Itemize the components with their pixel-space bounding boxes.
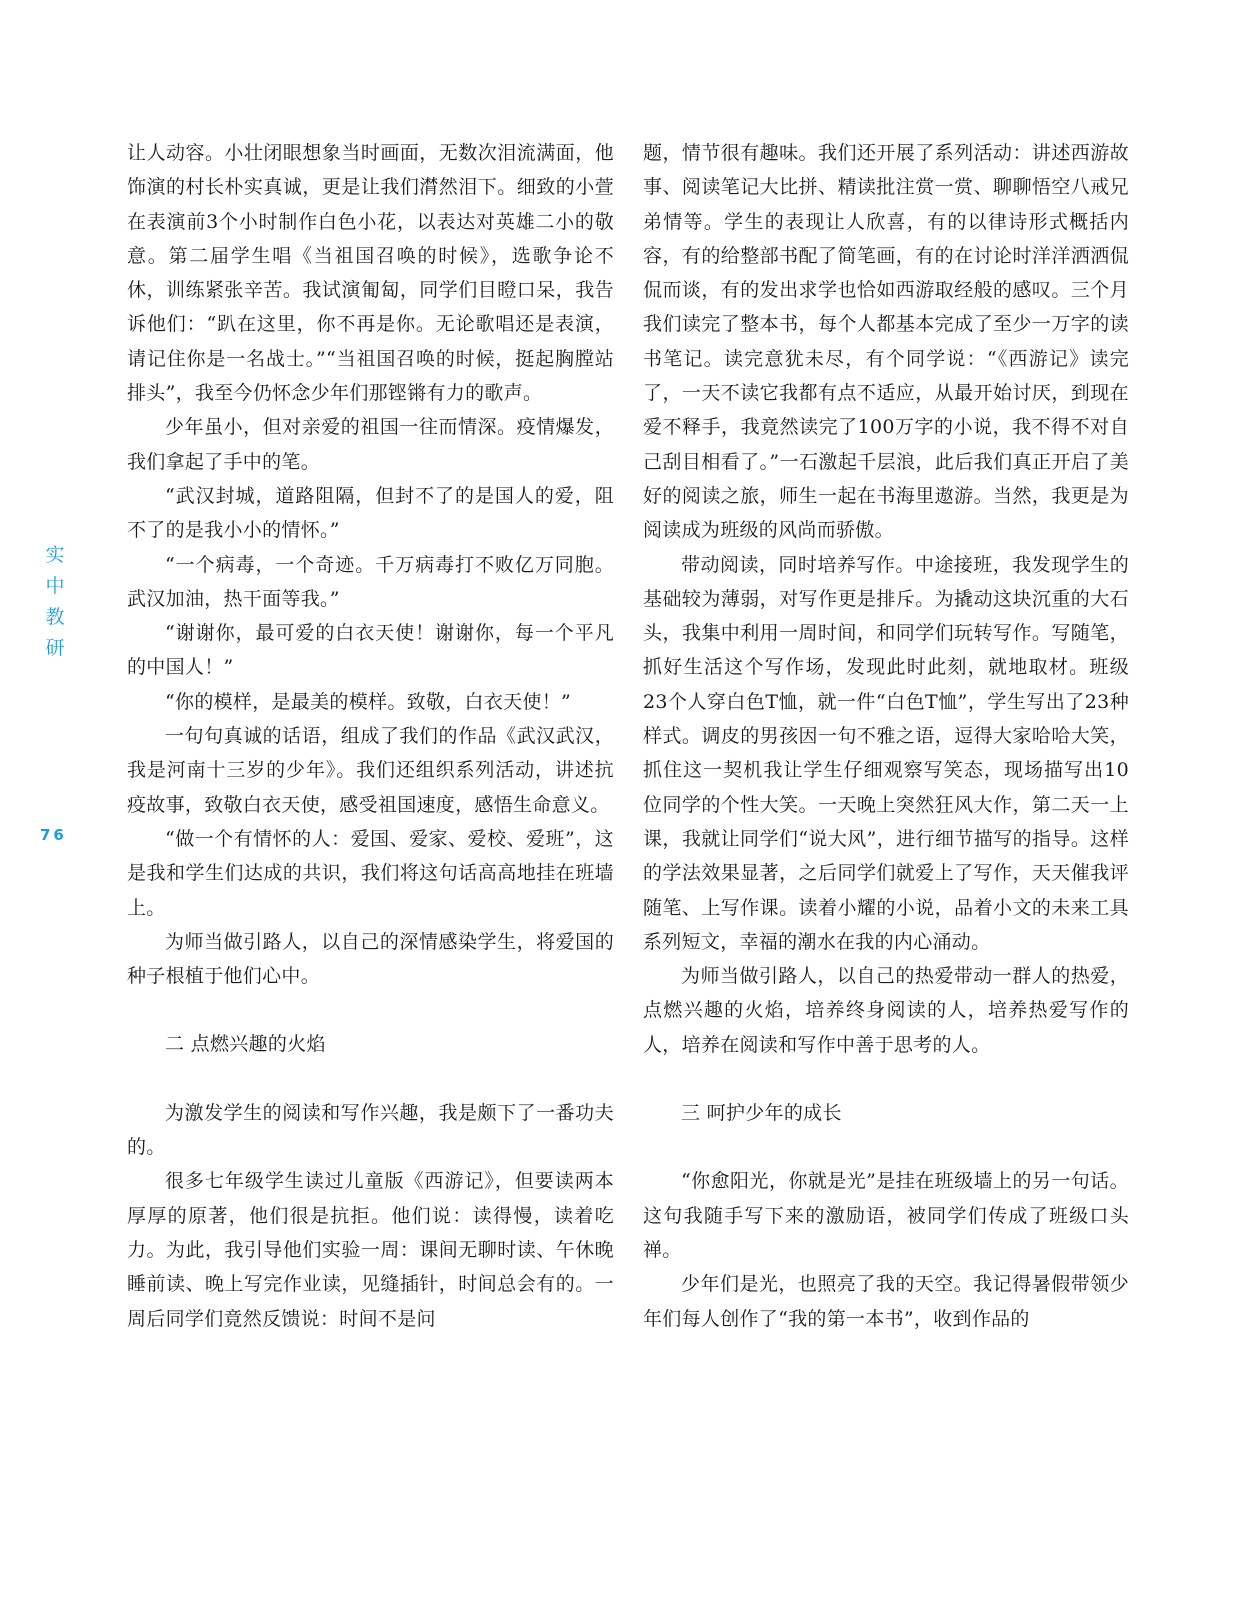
left-column xyxy=(127,136,614,1336)
right-column xyxy=(643,136,1129,1336)
paragraph: 少年们是光，也照亮了我的天空。我记得暑假带领少年们每人创作了“我的第一本书”，收到作品的 xyxy=(643,1273,1129,1330)
paragraph: 带动阅读，同时培养写作。中途接班，我发现学生的基础较为薄弱，对写作更是排斥。为撬动这块沉重的大石头，我集中利用一周时间，和同学们玩转写作。写随笔，抓好生活这个写作场，发现此时此刻，就地取材。班级23个人穿白色T恤，就一件“白色T恤”，学生写出了23种样式。调皮的男孩因一句不雅之语，逗得大家哈哈大笑，抓住这一契机我让学生仔细观察写笑态，现场描写出10位同学的个性大笑。一天晚上突然狂风大作，第二天一上课，我就让同学们“说大风”，进行细节描写的指导。这样的学法效果显著，之后同学们就爱上了写作，天天催我评随笔、上写作课。读着小耀的小说，品着小文的未来工具系列短文，幸福的潮水在我的内心涌动。 xyxy=(643,553,1129,953)
paragraph: 题，情节很有趣味。我们还开展了系列活动：讲述西游故事、阅读笔记大比拼、精读批注赏一赏、聊聊悟空八戒兄弟情等。学生的表现让人欣喜，有的以律诗形式概括内容，有的给整部书配了简笔画，有的在讨论时洋洋洒洒侃侃而谈，有的发出求学也恰如西游取经般的感叹。三个月我们读完了整本书，每个人都基本完成了至少一万字的读书笔记。读完意犹未尽，有个同学说：“《西游记》读完了，一天不读它我都有点不适应，从最开始讨厌，到现在爱不释手，我竟然读完了100万字的小说，我不得不对自己刮目相看了。”一石激起千层浪，此后我们真正开启了美好的阅读之旅，师生一起在书海里遨游。当然，我更是为阅读成为班级的风尚而骄傲。 xyxy=(643,142,1129,542)
paragraph: “你的模样，是最美的模样。致敬，白衣天使！” xyxy=(165,690,572,713)
sidebar-char: 研 xyxy=(45,637,65,659)
paragraph: “你愈阳光，你就是光”是挂在班级墙上的另一句话。这句我随手写下来的激励语，被同学们传成了班级口头禅。 xyxy=(643,1170,1129,1261)
paragraph: 少年虽小，但对亲爱的祖国一往而情深。疫情爆发，我们拿起了手中的笔。 xyxy=(127,416,614,473)
section-heading: 三 呵护少年的成长 xyxy=(681,1102,842,1125)
sidebar-column-label xyxy=(44,540,66,664)
paragraph: “武汉封城，道路阻隔，但封不了的是国人的爱，阻不了的是我小小的情怀。” xyxy=(127,484,614,542)
paragraph: 很多七年级学生读过儿童版《西游记》，但要读两本厚厚的原著，他们很是抗拒。他们说：读得慢，读着吃力。为此，我引导他们实验一周：课间无聊时读、午休晚睡前读、晚上写完作业读，见缝插针，时间总会有的。一周后同学们竟然反馈说：时间不是问 xyxy=(127,1170,614,1330)
sidebar-char: 教 xyxy=(45,606,65,628)
paragraph: “谢谢你，最可爱的白衣天使！谢谢你，每一个平凡的中国人！” xyxy=(127,622,614,679)
paragraph: 让人动容。小壮闭眼想象当时画面，无数次泪流满面，他饰演的村长朴实真诚，更是让我们潸然泪下。细致的小萱在表演前3个小时制作白色小花，以表达对英雄二小的敬意。第二届学生唱《当祖国召唤的时候》，选歌争论不休，训练紧张辛苦。我试演匍匐，同学们目瞪口呆，我告诉他们：“趴在这里，你不再是你。无论歌唱还是表演，请记住你是一名战士。”“当祖国召唤的时候，挺起胸膛站排头”，我至今仍怀念少年们那铿锵有力的歌声。 xyxy=(127,142,614,405)
page-number: 76 xyxy=(40,826,67,844)
sidebar-char: 实 xyxy=(45,544,65,566)
paragraph: 为师当做引路人，以自己的热爱带动一群人的热爱，点燃兴趣的火焰，培养终身阅读的人，培养热爱写作的人，培养在阅读和写作中善于思考的人。 xyxy=(643,965,1129,1056)
section-heading: 二 点燃兴趣的火焰 xyxy=(165,1033,326,1056)
paragraph: “一个病毒，一个奇迹。千万病毒打不败亿万同胞。武汉加油，热干面等我。” xyxy=(127,553,614,610)
paragraph: 一句句真诚的话语，组成了我们的作品《武汉武汉，我是河南十三岁的少年》。我们还组织系列活动，讲述抗疫故事，致敬白衣天使，感受祖国速度，感悟生命意义。 xyxy=(127,725,614,816)
paragraph: “做一个有情怀的人：爱国、爱家、爱校、爱班”，这是我和学生们达成的共识，我们将这句话高高地挂在班墙上。 xyxy=(127,827,614,919)
paragraph: 为师当做引路人，以自己的深情感染学生，将爱国的种子根植于他们心中。 xyxy=(127,930,614,988)
sidebar-char: 中 xyxy=(45,575,65,597)
paragraph: 为激发学生的阅读和写作兴趣，我是颇下了一番功夫的。 xyxy=(127,1101,614,1159)
